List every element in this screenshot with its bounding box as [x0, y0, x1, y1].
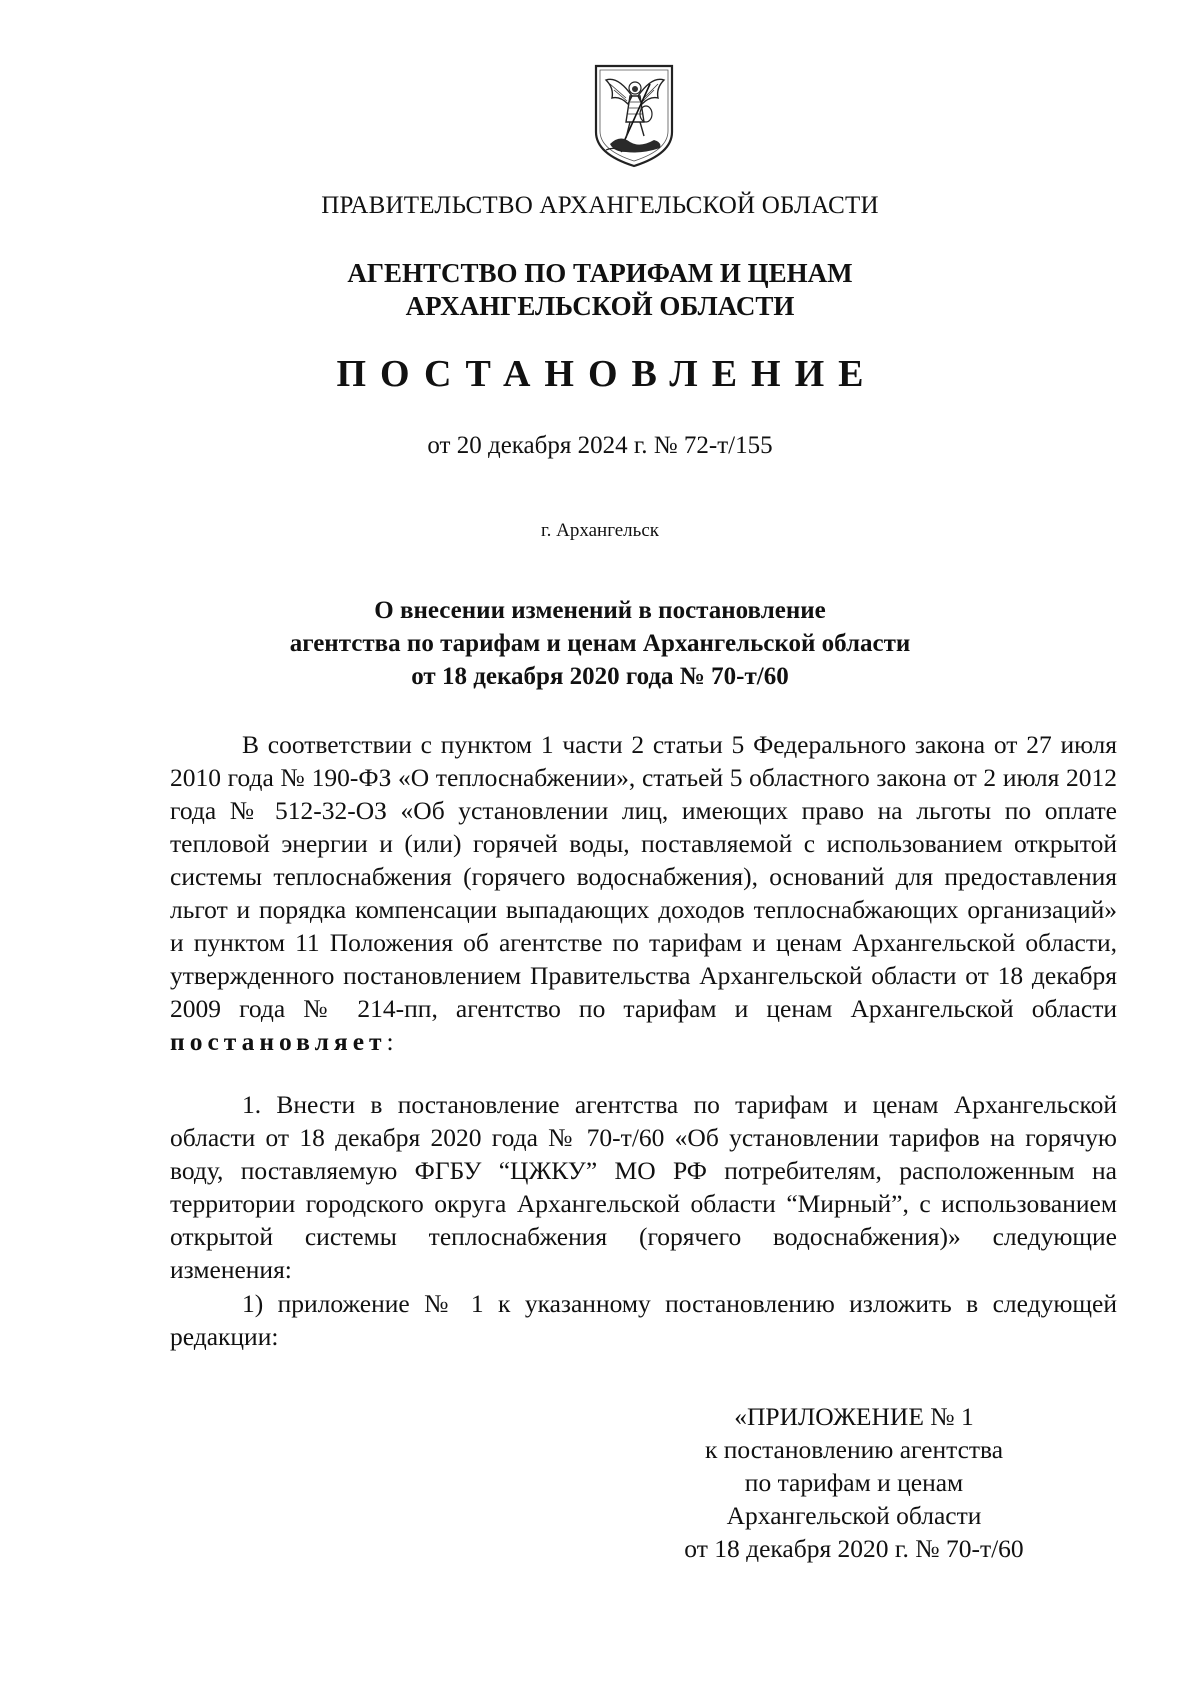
- appendix-line2: к постановлению агентства: [704, 1435, 1004, 1464]
- document-type-title: ПОСТАНОВЛЕНИЕ: [336, 353, 878, 395]
- decree-date-number: от 20 декабря 2024 г. № 72-т/155: [427, 432, 773, 459]
- decree-city: г. Архангельск: [540, 520, 659, 541]
- resolves-word: постановляет: [170, 1027, 387, 1056]
- arkhangelsk-coat-of-arms-icon: [592, 62, 676, 170]
- appendix-line4: Архангельской области: [726, 1501, 982, 1530]
- subclause-1-text: 1) приложение № 1 к указанному постановлению изложить в следующей редакции:: [170, 1289, 1117, 1351]
- preamble-colon: :: [386, 1027, 394, 1056]
- appendix-heading-block: [654, 1400, 1054, 1565]
- agency-name-line1: АГЕНТСТВО ПО ТАРИФАМ И ЦЕНАМ: [347, 258, 853, 288]
- subclause-1-paragraph: [170, 1287, 1117, 1353]
- clause-1-text: 1. Внести в постановление агентства по тарифам и ценам Архангельской области от 18 декабря 2020 года № 70-т/60 «Об установлении тарифов на горячую воду, поставляемую ФГБУ “ЦЖКУ” МО РФ потребителям, расположенным на территории городского округа Архангельской области “Мирный”, с использованием открытой системы теплоснабжения (горячего водоснабжения)» следующие изменения:: [170, 1090, 1117, 1284]
- preamble-paragraph: [170, 728, 1117, 1058]
- government-name: ПРАВИТЕЛЬСТВО АРХАНГЕЛЬСКОЙ ОБЛАСТИ: [321, 192, 879, 219]
- preamble-text: В соответствии с пунктом 1 части 2 статьи 5 Федерального закона от 27 июля 2010 года № 190-ФЗ «О теплоснабжении», статьей 5 областного закона от 2 июля 2012 года № 512-32-ОЗ «Об установлении лиц, имеющих право на льготы по оплате тепловой энергии и (или) горячей воды, поставляемой с использованием открытой системы теплоснабжения (горячего водоснабжения), оснований для предоставления льгот и порядка компенсации выпадающих доходов теплоснабжающих организаций» и пунктом 11 Положения об агентстве по тарифам и ценам Архангельской области, утвержденного постановлением Правительства Архангельской области от 18 декабря 2009 года № 214-пп, агентство по тарифам и ценам Архангельской области: [170, 730, 1117, 1023]
- subject-line1: О внесении изменений в постановление: [374, 597, 826, 624]
- subject-line3: от 18 декабря 2020 года № 70-т/60: [411, 663, 789, 690]
- appendix-line5: от 18 декабря 2020 г. № 70-т/60: [684, 1534, 1024, 1563]
- appendix-line3: по тарифам и ценам: [744, 1468, 964, 1497]
- agency-name-line2: АРХАНГЕЛЬСКОЙ ОБЛАСТИ: [405, 291, 795, 321]
- clause-1-paragraph: [170, 1088, 1117, 1286]
- subject-line2: агентства по тарифам и ценам Архангельской области: [289, 630, 911, 657]
- appendix-line1: «ПРИЛОЖЕНИЕ № 1: [734, 1402, 974, 1431]
